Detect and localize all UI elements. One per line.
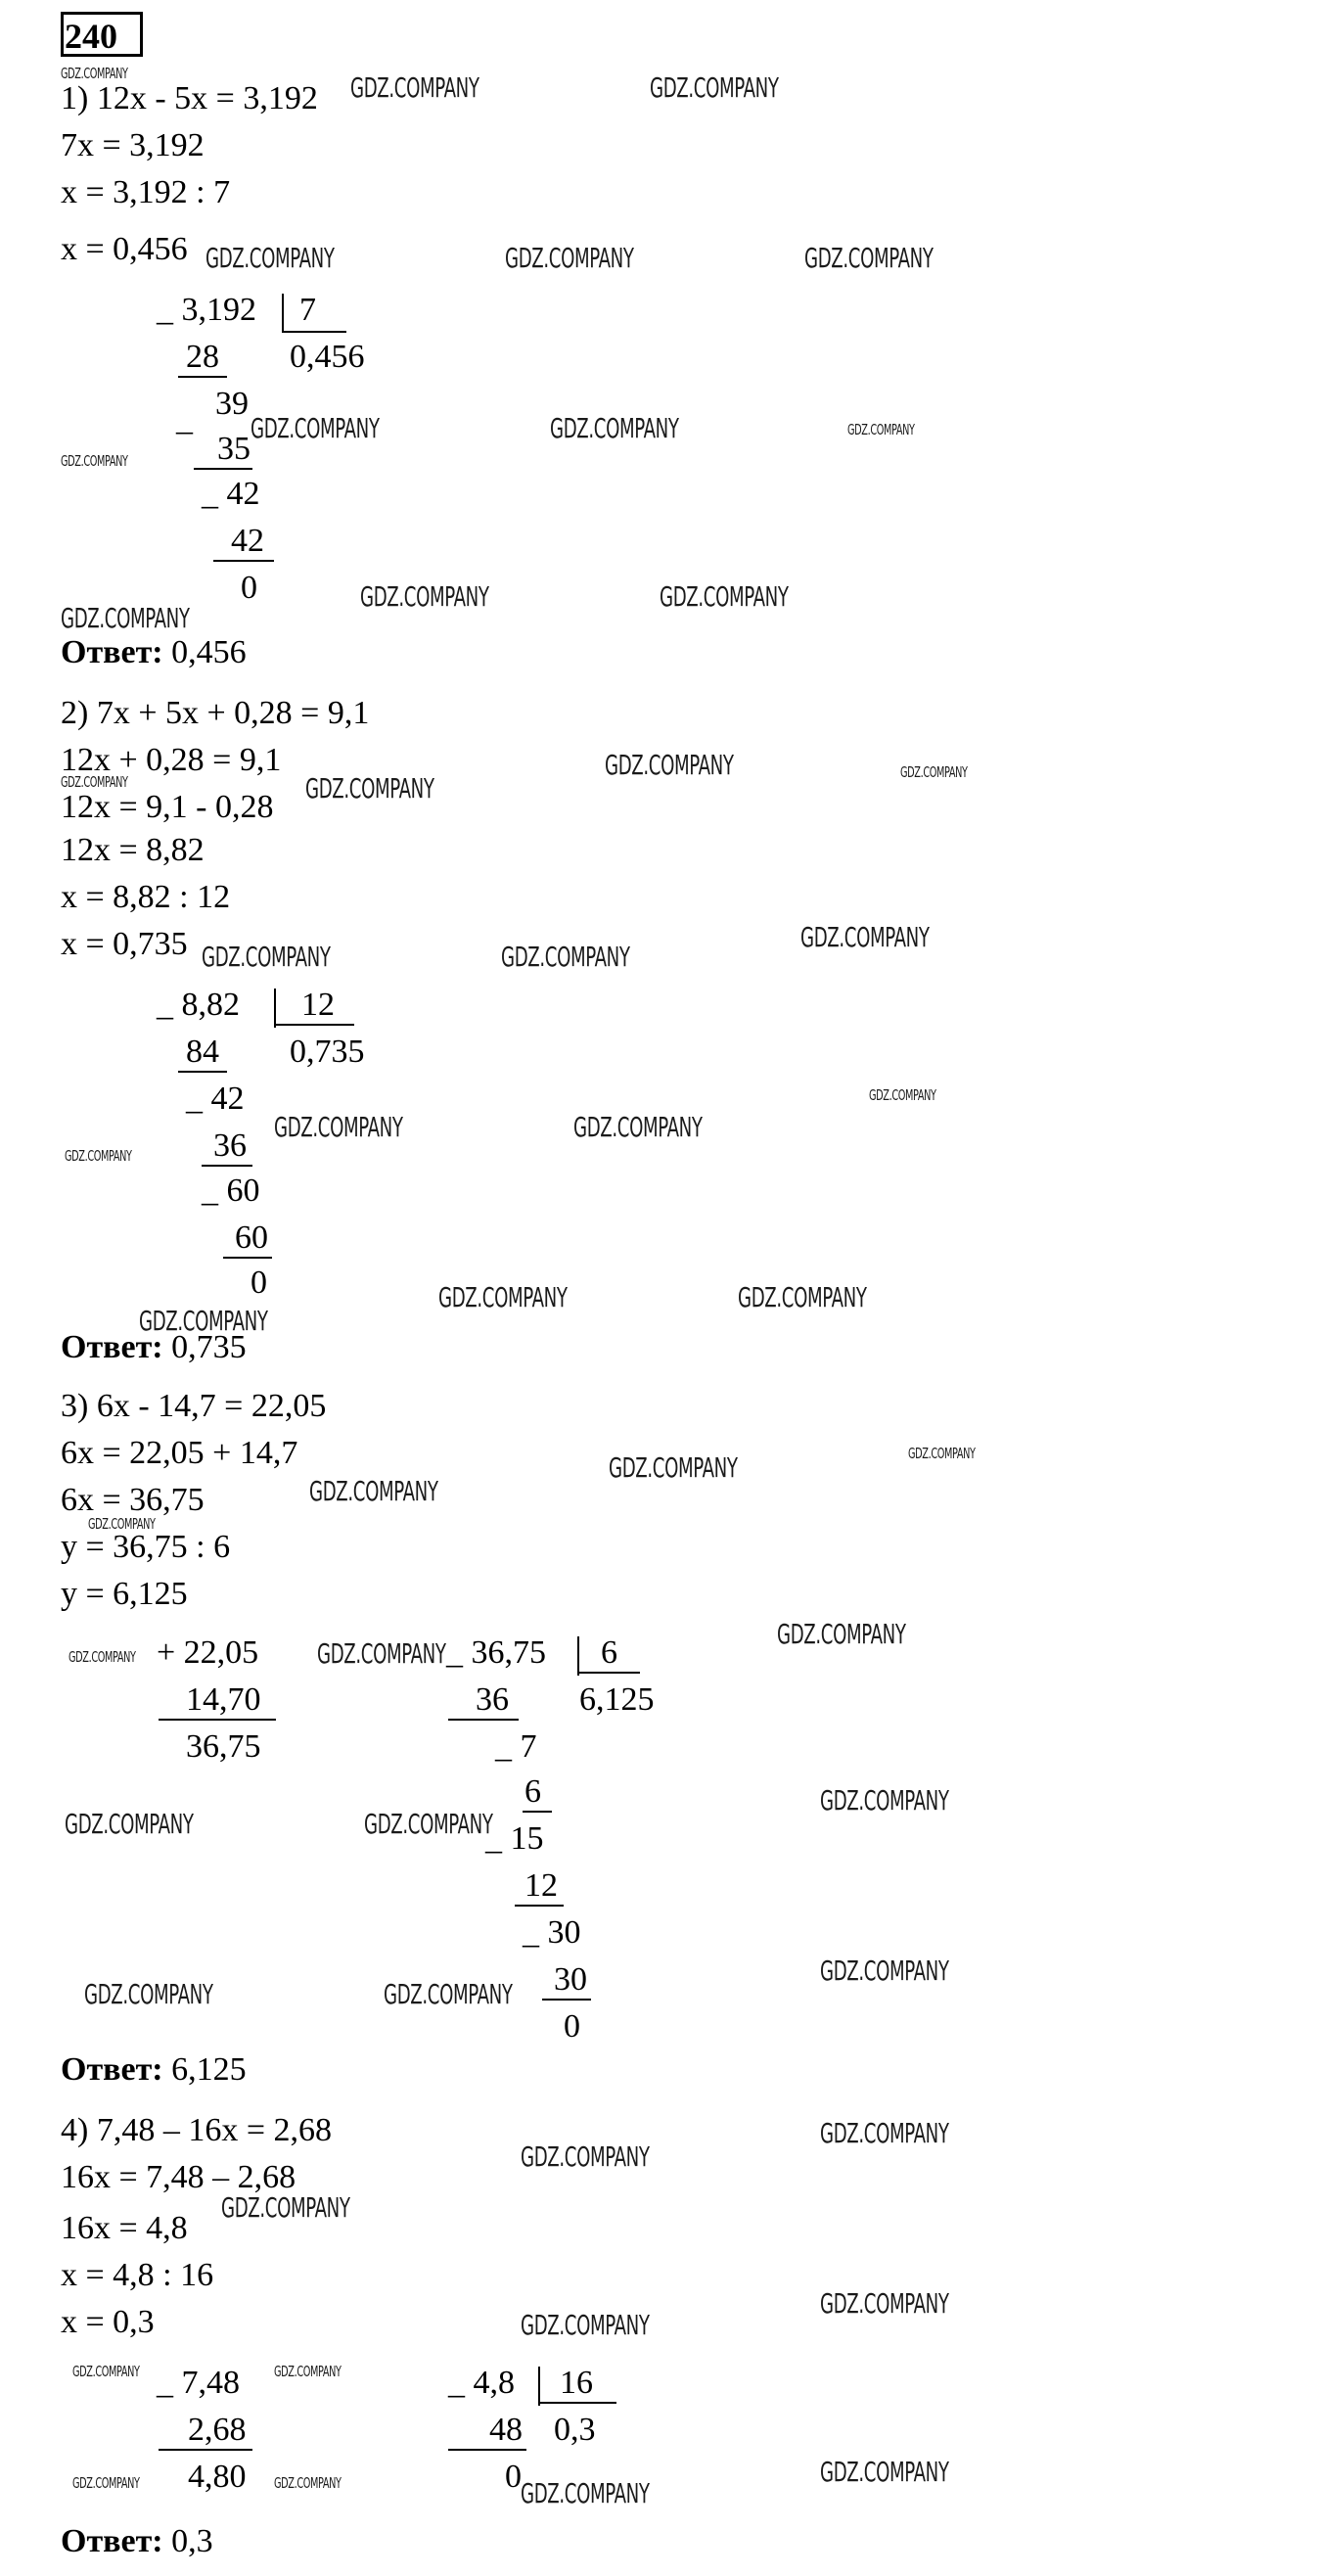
p1-div-bar <box>282 294 284 333</box>
p1-div-step-3: 35 <box>217 431 251 467</box>
watermark: GDZ.COMPANY <box>65 1147 132 1165</box>
p3-div-step-6: _ 30 <box>523 1914 581 1951</box>
watermark: GDZ.COMPANY <box>605 749 734 781</box>
p2-line-3: 12x = 9,1 - 0,28 <box>61 789 274 825</box>
p2-div-divisor-line <box>276 1024 354 1026</box>
watermark: GDZ.COMPANY <box>72 2363 140 2380</box>
watermark: GDZ.COMPANY <box>521 2477 650 2509</box>
p1-line-1: 1) 12x - 5x = 3,192 <box>61 80 318 116</box>
watermark: GDZ.COMPANY <box>820 1955 949 1987</box>
p3-answer <box>61 2053 247 2087</box>
p1-div-step-5: 42 <box>231 523 264 559</box>
watermark: GDZ.COMPANY <box>61 65 128 82</box>
watermark: GDZ.COMPANY <box>738 1281 867 1313</box>
watermark: GDZ.COMPANY <box>274 2474 342 2492</box>
watermark: GDZ.COMPANY <box>384 1978 513 2010</box>
watermark: GDZ.COMPANY <box>820 2456 949 2488</box>
p3-div-line-3 <box>515 1905 564 1907</box>
watermark: GDZ.COMPANY <box>804 242 934 274</box>
watermark: GDZ.COMPANY <box>205 242 335 274</box>
p3-div-quotient: 6,125 <box>579 1681 655 1718</box>
watermark: GDZ.COMPANY <box>309 1475 438 1507</box>
p3-line-2: 6x = 22,05 + 14,7 <box>61 1435 298 1471</box>
p2-div-remainder: 0 <box>251 1265 267 1301</box>
p2-div-step-4: _ 60 <box>202 1173 260 1209</box>
p2-line-1: 2) 7x + 5x + 0,28 = 9,1 <box>61 695 370 731</box>
p2-line-4: 12x = 8,82 <box>61 832 205 868</box>
watermark: GDZ.COMPANY <box>65 1808 194 1840</box>
p2-line-2: 12x + 0,28 = 9,1 <box>61 742 282 778</box>
p4-sub-diff: 4,80 <box>188 2459 247 2495</box>
watermark: GDZ.COMPANY <box>820 2287 949 2320</box>
p1-div-line-2 <box>194 468 252 470</box>
p1-div-dividend: _ 3,192 <box>157 292 256 328</box>
watermark: GDZ.COMPANY <box>251 412 380 444</box>
p4-div-line-1 <box>448 2449 526 2451</box>
watermark: GDZ.COMPANY <box>573 1111 703 1143</box>
p3-div-remainder: 0 <box>564 2008 580 2045</box>
p3-add-line <box>159 1719 276 1721</box>
p3-line-1: 3) 6x - 14,7 = 22,05 <box>61 1388 327 1424</box>
p1-div-step-2: 39 <box>215 386 249 422</box>
watermark: GDZ.COMPANY <box>72 2474 140 2492</box>
watermark: GDZ.COMPANY <box>820 2117 949 2149</box>
p1-div-divisor-line <box>284 331 346 333</box>
watermark: GDZ.COMPANY <box>61 452 128 470</box>
answer-label: Ответ: <box>61 2523 163 2559</box>
p4-div-dividend: _ 4,8 <box>448 2365 515 2401</box>
p3-div-step-5: 12 <box>524 1867 558 1904</box>
p1-div-remainder: 0 <box>241 570 257 606</box>
p3-div-line-1 <box>448 1719 519 1721</box>
p3-div-dividend: _ 36,75 <box>446 1634 546 1671</box>
watermark: GDZ.COMPANY <box>650 71 779 104</box>
p1-line-2: 7x = 3,192 <box>61 127 205 163</box>
watermark: GDZ.COMPANY <box>202 941 331 973</box>
p4-line-2: 16x = 7,48 – 2,68 <box>61 2159 296 2195</box>
p2-div-line-1 <box>178 1071 227 1073</box>
p2-div-step-1: 84 <box>186 1034 219 1070</box>
p1-answer-value: 0,456 <box>171 634 247 670</box>
p2-answer-value: 0,735 <box>171 1329 247 1365</box>
p1-div-divisor: 7 <box>299 292 316 328</box>
watermark: GDZ.COMPANY <box>800 921 930 953</box>
watermark: GDZ.COMPANY <box>350 71 479 104</box>
p2-div-bar <box>274 989 276 1028</box>
p4-line-4: x = 4,8 : 16 <box>61 2257 214 2293</box>
watermark: GDZ.COMPANY <box>317 1637 446 1670</box>
p4-div-divisor: 16 <box>560 2365 593 2401</box>
p4-sub-line <box>159 2449 252 2451</box>
p1-div-quotient: 0,456 <box>290 339 365 375</box>
watermark: GDZ.COMPANY <box>68 1648 136 1666</box>
p2-div-line-3 <box>223 1257 272 1259</box>
p2-div-dividend: _ 8,82 <box>157 987 240 1023</box>
watermark: GDZ.COMPANY <box>61 773 128 791</box>
watermark: GDZ.COMPANY <box>305 772 434 805</box>
p2-div-divisor: 12 <box>301 987 335 1023</box>
p4-line-3: 16x = 4,8 <box>61 2210 188 2246</box>
p3-div-divisor-line <box>579 1672 640 1674</box>
p3-div-line-2 <box>523 1811 552 1813</box>
p2-div-step-3: 36 <box>213 1127 247 1164</box>
p1-answer <box>61 636 247 669</box>
watermark: GDZ.COMPANY <box>550 412 679 444</box>
watermark: GDZ.COMPANY <box>908 1445 976 1462</box>
p1-line-3: x = 3,192 : 7 <box>61 174 231 210</box>
p3-add-sum: 36,75 <box>186 1728 261 1765</box>
p3-line-5: y = 6,125 <box>61 1576 188 1612</box>
p2-line-6: x = 0,735 <box>61 926 188 962</box>
p3-add-2: 14,70 <box>186 1681 261 1718</box>
p3-div-step-1: 36 <box>476 1681 509 1718</box>
watermark: GDZ.COMPANY <box>521 2309 650 2341</box>
watermark: GDZ.COMPANY <box>869 1086 936 1104</box>
watermark: GDZ.COMPANY <box>88 1515 156 1533</box>
watermark: GDZ.COMPANY <box>221 2191 350 2224</box>
watermark: GDZ.COMPANY <box>84 1978 213 2010</box>
p4-sub-2: 2,68 <box>188 2412 247 2448</box>
p3-div-step-2: _ 7 <box>495 1728 537 1765</box>
watermark: GDZ.COMPANY <box>609 1451 738 1484</box>
watermark: GDZ.COMPANY <box>274 2363 342 2380</box>
p4-line-1: 4) 7,48 – 16x = 2,68 <box>61 2112 332 2148</box>
answer-label: Ответ: <box>61 1329 163 1365</box>
watermark: GDZ.COMPANY <box>900 763 968 781</box>
watermark: GDZ.COMPANY <box>505 242 634 274</box>
p2-div-step-2: _ 42 <box>186 1081 245 1117</box>
p4-div-bar <box>538 2367 540 2406</box>
watermark: GDZ.COMPANY <box>274 1111 403 1143</box>
p4-div-remainder: 0 <box>505 2459 522 2495</box>
watermark: GDZ.COMPANY <box>360 580 489 613</box>
p3-div-divisor: 6 <box>601 1634 617 1671</box>
watermark: GDZ.COMPANY <box>61 602 190 634</box>
p1-line-4: x = 0,456 <box>61 231 188 267</box>
p3-line-3: 6x = 36,75 <box>61 1482 205 1518</box>
watermark: GDZ.COMPANY <box>364 1808 493 1840</box>
p2-div-step-5: 60 <box>235 1219 268 1256</box>
watermark: GDZ.COMPANY <box>501 941 630 973</box>
watermark: GDZ.COMPANY <box>438 1281 568 1313</box>
watermark: GDZ.COMPANY <box>847 421 915 438</box>
watermark: GDZ.COMPANY <box>820 1784 949 1817</box>
answer-label: Ответ: <box>61 2051 163 2088</box>
p3-div-step-7: 30 <box>554 1961 587 1998</box>
p4-sub-1: _ 7,48 <box>157 2365 240 2401</box>
watermark: GDZ.COMPANY <box>777 1618 906 1650</box>
p4-div-step-1: 48 <box>489 2412 523 2448</box>
p1-div-step-4: _ 42 <box>202 476 260 512</box>
p4-line-5: x = 0,3 <box>61 2304 155 2340</box>
p4-div-quotient: 0,3 <box>554 2412 596 2448</box>
watermark: GDZ.COMPANY <box>521 2140 650 2173</box>
p1-div-line-1 <box>178 376 227 378</box>
task-number: 240 <box>65 17 117 56</box>
p2-div-quotient: 0,735 <box>290 1034 365 1070</box>
p3-answer-value: 6,125 <box>171 2051 247 2088</box>
answer-label: Ответ: <box>61 634 163 670</box>
p3-add-1: + 22,05 <box>157 1634 259 1671</box>
p2-line-5: x = 8,82 : 12 <box>61 879 231 915</box>
watermark: GDZ.COMPANY <box>660 580 789 613</box>
p3-div-line-4 <box>542 1999 591 2001</box>
p1-div-step-1: 28 <box>186 339 219 375</box>
watermark: GDZ.COMPANY <box>139 1305 268 1337</box>
p4-div-divisor-line <box>540 2402 616 2404</box>
p4-answer-value: 0,3 <box>171 2523 213 2559</box>
p4-answer <box>61 2525 213 2558</box>
p1-div-minus-1: _ <box>176 401 193 437</box>
p3-line-4: y = 36,75 : 6 <box>61 1529 231 1565</box>
p3-div-bar <box>577 1636 579 1676</box>
p1-div-line-3 <box>213 560 274 562</box>
p3-div-step-4: _ 15 <box>485 1820 544 1857</box>
p3-div-step-3: 6 <box>524 1773 541 1810</box>
p2-div-line-2 <box>202 1165 252 1167</box>
